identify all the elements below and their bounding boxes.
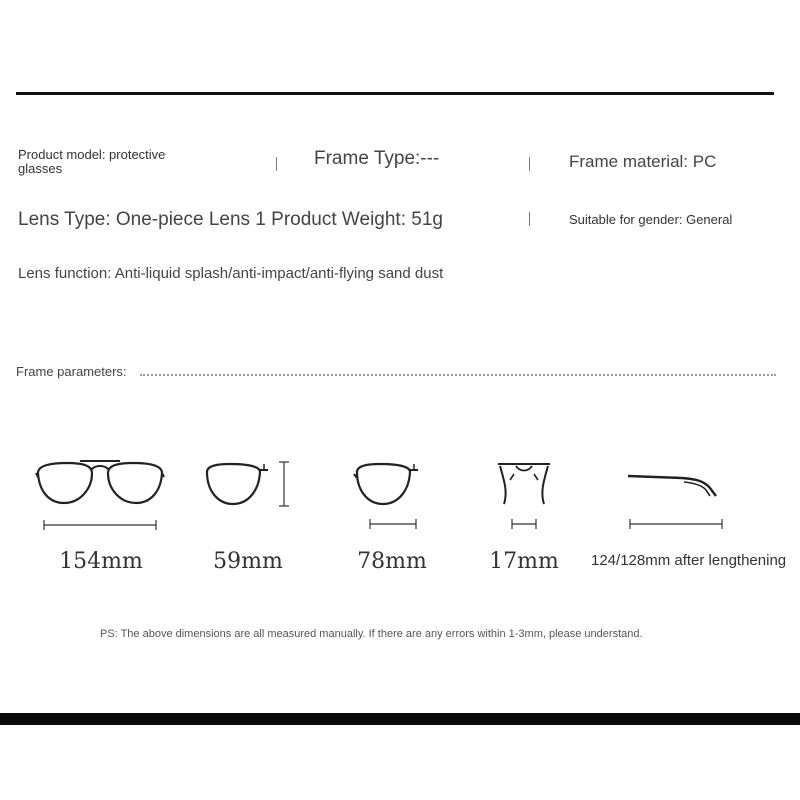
separator	[276, 157, 277, 171]
dimension-value: 17mm	[489, 549, 559, 574]
lens-type-weight-text: Lens Type: One-piece Lens 1 Product Weight: 51g	[18, 209, 443, 230]
frame-type-text: Frame Type:---	[314, 148, 440, 169]
dimension-value: 59mm	[213, 549, 283, 574]
nose-bridge-icon	[494, 458, 554, 532]
temple-arm-icon	[624, 470, 724, 532]
gender-text: Suitable for gender: General	[569, 212, 733, 227]
frame-material-text: Frame material: PC	[569, 152, 717, 171]
dimension-value: 154mm	[59, 549, 143, 574]
bottom-divider	[0, 713, 800, 725]
separator	[529, 212, 530, 226]
lens-height-icon	[202, 458, 294, 514]
lens-width-icon	[352, 458, 424, 532]
glasses-front-full-width-icon	[34, 455, 166, 533]
measurement-note: PS: The above dimensions are all measured manually. If there are any errors within 1-3mm, please understand.	[100, 628, 643, 640]
dimension-value: 78mm	[357, 549, 427, 574]
product-model-text: Product model: protective glasses	[18, 147, 166, 176]
top-divider	[16, 92, 774, 95]
dotted-leader-line	[140, 374, 776, 376]
separator	[529, 157, 530, 171]
temple-length-value: 124/128mm after lengthening	[591, 552, 787, 569]
frame-parameters-label: Frame parameters:	[16, 364, 127, 379]
lens-function-text: Lens function: Anti-liquid splash/anti-impact/anti-flying sand dust	[18, 265, 444, 282]
